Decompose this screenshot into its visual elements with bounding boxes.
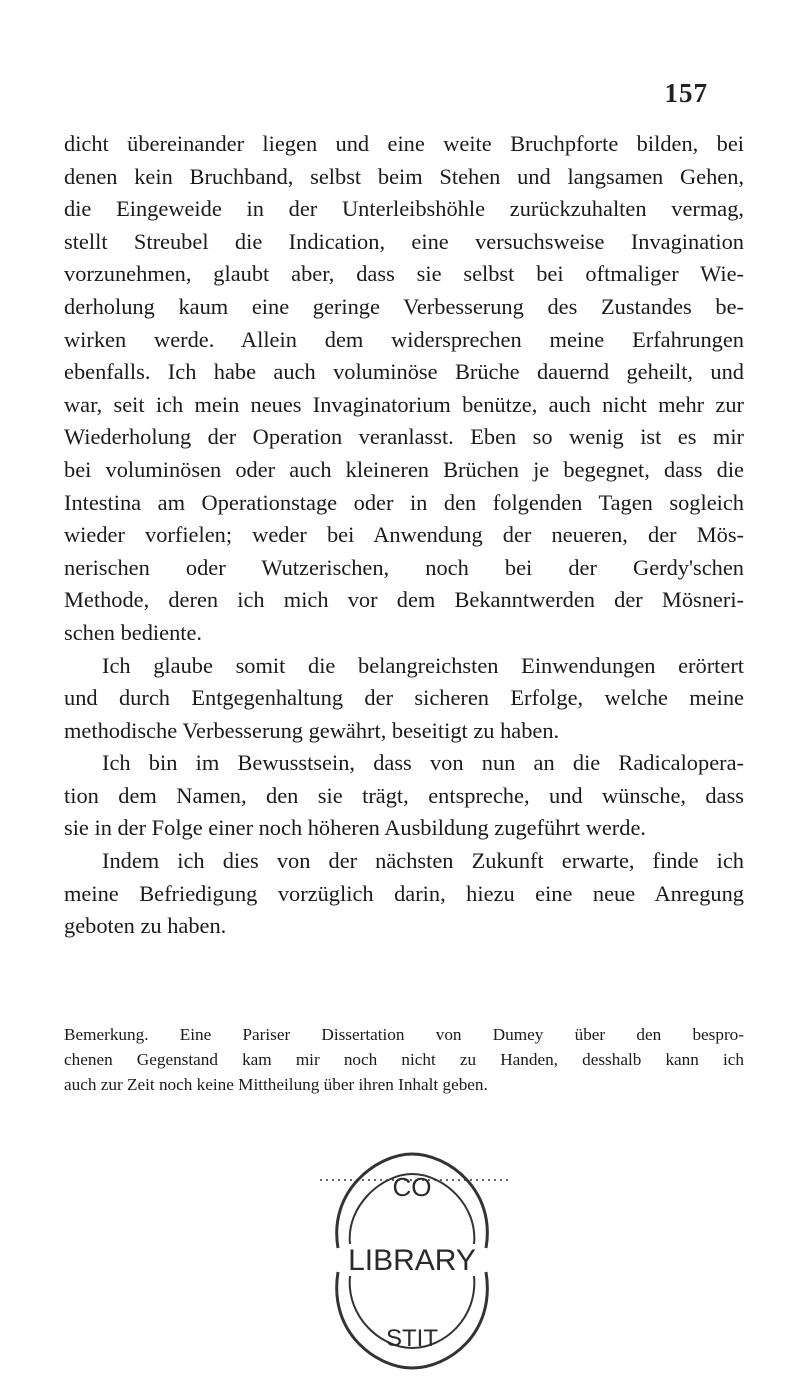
text-line: Ich bin im Bewusstsein, dass von nun an die Radicalopera- — [102, 750, 744, 776]
text-line: stellt Streubel die Indication, eine versuchsweise Invagination — [64, 228, 744, 254]
text-line: Methode, deren ich mich vor dem Bekanntwerden der Mösneri- — [64, 587, 744, 613]
text-line: Wiederholung der Operation veranlasst. Eben so wenig ist es mir — [64, 424, 744, 450]
footnote-line: chenen Gegenstand kam mir noch nicht zu Handen, desshalb kann ich — [64, 1050, 744, 1069]
text-line: Indem ich dies von der nächsten Zukunft erwarte, finde ich — [102, 848, 744, 874]
text-line: tion dem Namen, den sie trägt, entspreche, und wünsche, dass — [64, 782, 744, 808]
text-line: derholung kaum eine geringe Verbesserung des Zustandes be- — [64, 293, 744, 319]
stamp-top-text: CO — [392, 1172, 432, 1202]
text-line: dicht übereinander liegen und eine weite Bruchpforte bilden, bei — [64, 131, 744, 156]
text-line: wirken werde. Allein dem widersprechen meine Erfahrungen — [64, 326, 744, 352]
footnote-line: Bemerkung. Eine Pariser Dissertation von Dumey über den bespro- — [64, 1025, 744, 1044]
text-line: Ich glaube somit die belangreichsten Einwendungen erörtert — [102, 652, 744, 678]
text-line: war, seit ich mein neues Invaginatorium benütze, auch nicht mehr zur — [64, 391, 744, 417]
library-stamp — [298, 1140, 526, 1380]
body-text — [64, 128, 744, 943]
text-line: wieder vorfielen; weder bei Anwendung der neueren, der Mös- — [64, 522, 744, 548]
text-line: Intestina am Operationstage oder in den folgenden Tagen sogleich — [64, 489, 744, 515]
text-line: und durch Entgegenhaltung der sicheren Erfolge, welche meine — [64, 685, 744, 711]
page-number: 157 — [664, 78, 708, 108]
text-line: denen kein Bruchband, selbst beim Stehen und langsamen Gehen, — [64, 163, 744, 189]
text-line: nerischen oder Wutzerischen, noch bei der Gerdy'schen — [64, 554, 744, 580]
text-line: die Eingeweide in der Unterleibshöhle zurückzuhalten vermag, — [64, 196, 744, 222]
stamp-bottom-text: STIT — [386, 1325, 438, 1352]
footnote-line: auch zur Zeit noch keine Mittheilung über ihren Inhalt geben. — [64, 1075, 488, 1094]
text-line: schen bediente. — [64, 619, 203, 645]
text-line: bei voluminösen oder auch kleineren Brüchen je begegnet, dass die — [64, 456, 744, 482]
text-line: vorzunehmen, glaubt aber, dass sie selbst bei oftmaliger Wie- — [64, 261, 744, 287]
stamp-center-text: LIBRARY — [348, 1244, 476, 1277]
text-line: meine Befriedigung vorzüglich darin, hiezu eine neue Anregung — [64, 880, 744, 906]
text-line: geboten zu haben. — [64, 913, 227, 939]
text-line: sie in der Folge einer noch höheren Ausbildung zugeführt werde. — [64, 815, 646, 841]
text-line: methodische Verbesserung gewährt, beseitigt zu haben. — [64, 717, 560, 743]
text-line: ebenfalls. Ich habe auch voluminöse Brüche dauernd geheilt, und — [64, 359, 744, 385]
footnote — [64, 1022, 744, 1097]
